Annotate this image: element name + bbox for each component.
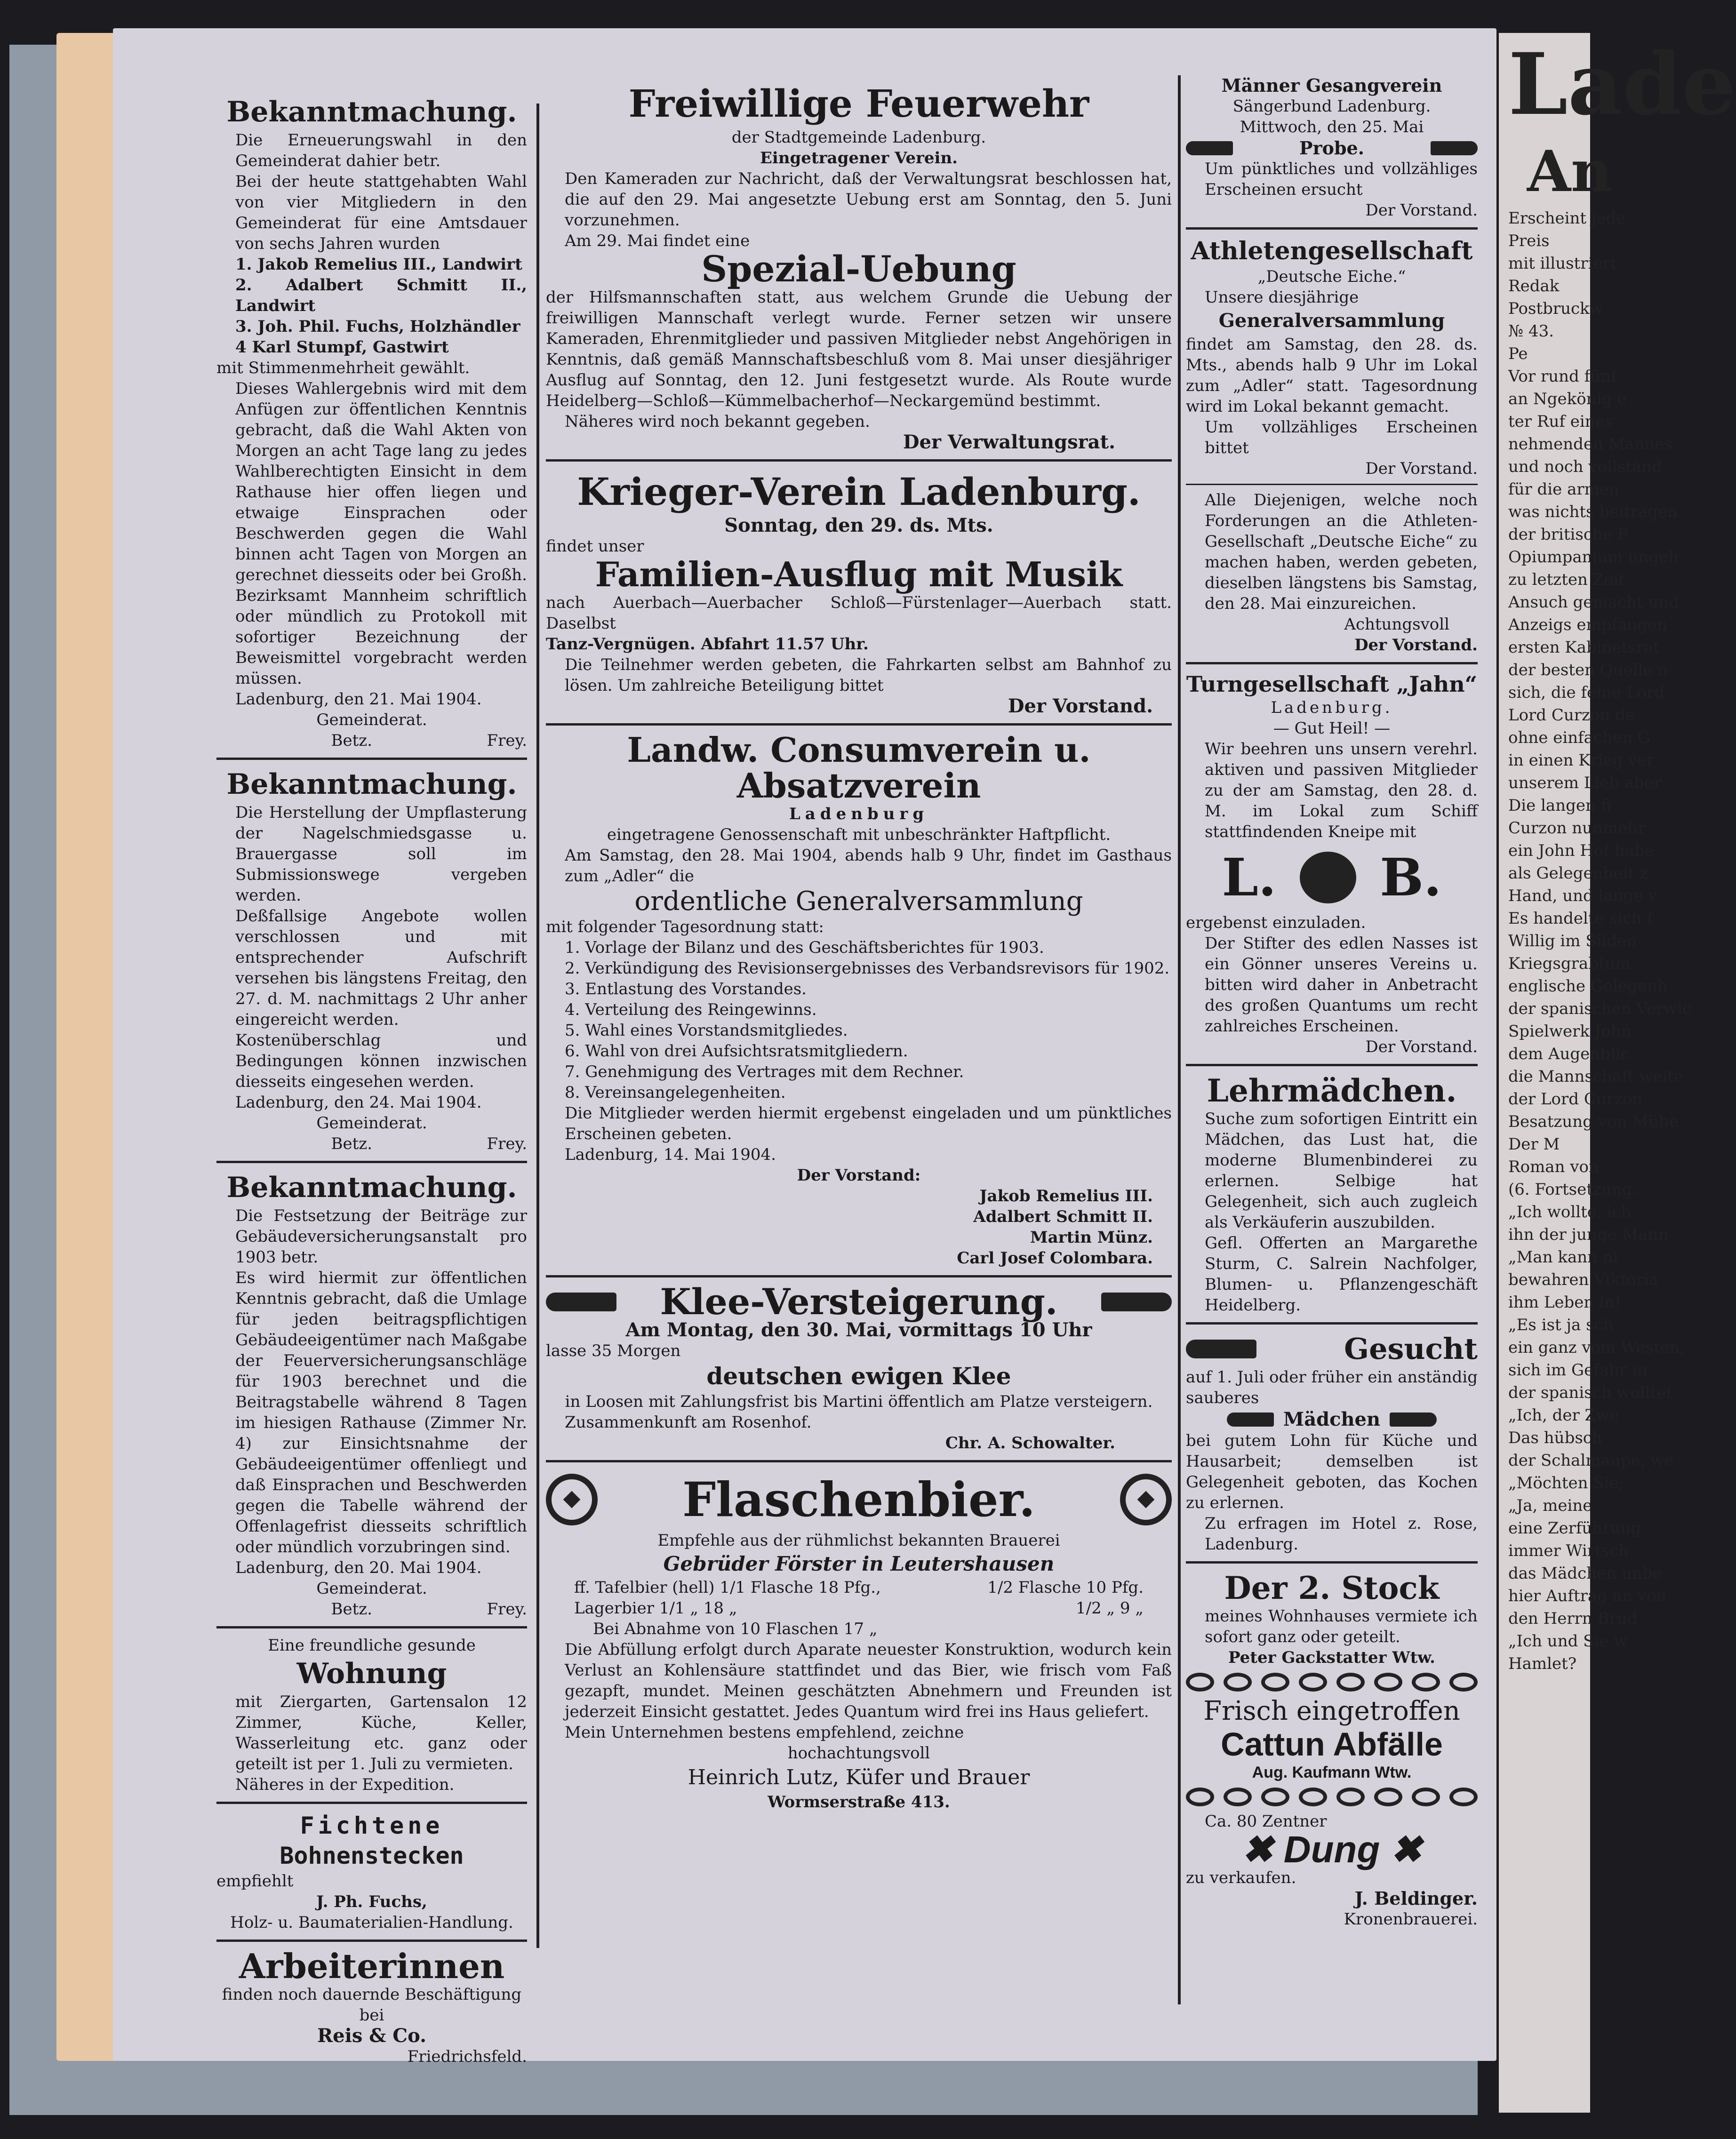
ad-cotton-remnants: Frisch eingetroffen Cattun Abfälle Aug. Kaufmann Wtw. bbox=[1186, 1696, 1478, 1783]
pointing-hand-icon bbox=[1431, 141, 1478, 155]
adjacent-page-line: ihm Leben in! bbox=[1508, 1293, 1621, 1312]
pointing-hand-icon bbox=[1390, 1413, 1437, 1427]
adjacent-page-line: Hand, und lange v bbox=[1508, 886, 1657, 905]
adjacent-page-line: sich im Gefahr in bbox=[1508, 1361, 1648, 1380]
adjacent-page-line: der britische P bbox=[1508, 525, 1628, 544]
adjacent-page-line: der besten Quelle n bbox=[1508, 661, 1668, 679]
adjacent-page-line: Anzeigs empfangen bbox=[1508, 615, 1668, 634]
ad-title: Cattun Abfälle bbox=[1221, 1726, 1443, 1763]
ad-title: Freiwillige Feuerwehr bbox=[628, 81, 1089, 126]
ad-title: Landw. Consumverein u. Absatzverein bbox=[627, 730, 1091, 806]
adjacent-page-line: die Mannschaft weite bbox=[1508, 1067, 1684, 1086]
notice-title: Bekanntmachung. bbox=[226, 768, 517, 801]
divider bbox=[1186, 1561, 1478, 1564]
column-2 bbox=[546, 80, 1172, 1812]
ad-title: Flaschenbier. bbox=[682, 1472, 1035, 1527]
notice-election: Bekanntmachung. Die Erneuerungswahl in den Gemeinderat dahier betr. Bei der heute stattgehabten Wahl von vier Mitgliedern in den Gemeinderat für eine Amtsdauer von sechs Jahren wurden 1. Jakob Remelius III., Landwirt 2. Adalbert Schmitt II., Landwirt 3. Joh. Phil. Fuchs, Holzhändler 4 Karl Stumpf, Gastwirt mit Stimmenmehrheit gewählt. Dieses Wahlergebnis wird mit dem Anfügen zur öffentlichen Kenntnis gebracht, daß die Wahl Akten von Morgen an acht Tage lang zu jedes Wahlberechtigten Einsicht in dem Rathause hier offen liegen und etwaige Einsprachen oder Beschwerden gegen die Wahl binnen acht Tagen von Morgen an gerechnet diesseits oder bei Großh. Bezirksamt Mannheim schriftlich oder mündlich zu Protokoll mit sofortiger Bezeichnung der Beweismittel vorgebracht werden müssen. Ladenburg, den 21. Mai 1904. Gemeinderat. Betz. Frey. bbox=[216, 94, 527, 751]
adjacent-page-line: Erscheint jede bbox=[1508, 209, 1626, 228]
adjacent-page-line: an Ngekönig e bbox=[1508, 390, 1627, 408]
adjacent-page-line: ein John Hof habe bbox=[1508, 841, 1654, 860]
divider bbox=[546, 1275, 1172, 1277]
beer-barrel-emblem: L. B. bbox=[1222, 847, 1442, 908]
ad-title: Männer Gesangverein bbox=[1221, 75, 1442, 96]
adjacent-page-line: Das hübsch bbox=[1508, 1429, 1602, 1447]
adjacent-page-line: „Möchten Sie, bbox=[1508, 1474, 1624, 1493]
divider bbox=[546, 723, 1172, 726]
ad-fire-brigade: Freiwillige Feuerwehr der Stadtgemeinde Ladenburg. Eingetragener Verein. Den Kameraden zur Nachricht, daß der Verwaltungsrat beschlossen hat, die auf den 29. Mai angesetzte Uebung erst am Sonntag, den 5. Juni vorzunehmen. Am 29. Mai findet eine Spezial-Uebung der Hilfsmannschaften statt, aus welchem Grunde die Uebung der freiwilligen Mannschaft verlegt wurde. Ferner setzen wir unsere Kameraden, Ehrenmitglieder und passiven Mitglieder nebst Angehörigen in Kenntnis, daß gemäß Mannschaftsbeschluß vom 8. Mai unser diesjähriger Ausflug auf Sonntag, den 12. Juni festgesetzt wurde. Als Route wurde Heidelberg—Schloß—Kümmelbacherhof—Neckargemünd bestimmt. Näheres wird noch bekannt gegeben. Der Verwaltungsrat. bbox=[546, 80, 1172, 453]
ad-title: Athletengesellschaft bbox=[1191, 237, 1473, 265]
ad-veterans: Krieger-Verein Ladenburg. Sonntag, den 29. ds. Mts. findet unser Familien-Ausflug mit Musik nach Auerbach—Auerbacher Schloß—Fürstenlager—Auerbach statt. Daselbst Tanz-Vergnügen. Abfahrt 11.57 Uhr. Die Teilnehmer werden gebeten, die Fahrkarten selbst am Bahnhof zu lösen. Um zahlreiche Beteiligung bittet Der Vorstand. bbox=[546, 468, 1172, 717]
adjacent-page-line: № 43. bbox=[1508, 322, 1554, 341]
adjacent-page-line: „Ich wollte, ich bbox=[1508, 1203, 1632, 1221]
adjacent-page-line: Opiumpanium ungeh bbox=[1508, 548, 1679, 567]
adjacent-page-line: hier Auftrag an von bbox=[1508, 1587, 1667, 1605]
adjacent-page-line: Besatzung von Mühe bbox=[1508, 1112, 1679, 1131]
adjacent-page-line: englische Gelegenh bbox=[1508, 977, 1668, 996]
adjacent-page-line: „Ich, der Zwe bbox=[1508, 1406, 1619, 1425]
adjacent-page-line: Willig im Süden bbox=[1508, 932, 1637, 950]
ad-title: Der 2. Stock bbox=[1224, 1570, 1440, 1606]
adjacent-page-line: was nichts beitragen bbox=[1508, 503, 1678, 521]
divider bbox=[216, 1802, 527, 1804]
adjacent-page-line: in einen Krieg ver bbox=[1508, 751, 1655, 770]
adjacent-page-line: unserem Lieb aber bbox=[1508, 774, 1662, 792]
adjacent-page-line: nehmenden Mannes bbox=[1508, 435, 1673, 454]
adjacent-page-line: Der M bbox=[1508, 1135, 1560, 1154]
adjacent-page-line: Ansuch gemacht und bbox=[1508, 593, 1679, 612]
ad-bottled-beer: Flaschenbier. Empfehle aus der rühmlichst bekannten Brauerei Gebrüder Förster in Leutershausen ff. Tafelbier (hell) 1/1 Flasche 18 Pfg., 1/2 Flasche 10 Pfg. Lagerbier 1/1 „ 18 „ 1/2 „ 9 „ Bei Abnahme von 10 Flaschen 17 „ Die Abfüllung erfolgt durch Aparate neuester Konstruktion, wodurch kein Verlust an Kohlensäure stattfindet und das Bier, wie frisch vom Faß gezapft, mundet. Meinen geschätzten Abnehmern und Freunden ist jederzeit Einsicht gestattet. Jedes Quantum wird frei ins Haus geliefert. Mein Unternehmen bestens empfehlend, zeichne hochachtungsvoll Heinrich Lutz, Küfer und Brauer Wormserstraße 413. bbox=[546, 1469, 1172, 1812]
ad-bean-poles: Fichtene Bohnenstecken empfiehlt J. Ph. Fuchs, Holz- u. Baumaterialien-Handlung. bbox=[216, 1812, 513, 1932]
adjacent-page: Lade An Erscheint jede Preis mit illustriert Redak Postbruckw № 43. Pe Vor rund fünf an Ngekönig e ter Ruf eines nehmenden Mannes und noch vollständ für die armen was nichts beitragen der britische P Opiumpanium ungeh zu letzten Zeit Ansuch gemacht und Anzeigs empfangen ersten Kabinetsrat der besten Quelle n sich, die feine Lord Lord Curzon de ohne einfachen G in einen Krieg ver unserem Lieb aber Die langen fi Curzon nunmehr ein John Hof habe als Gelegenheit z Hand, und lange v Es handelte sich f Willig im Süden Kriegsgrabtum englische Gelegenh der spanischen Verwic Spielwerk John dem Augenblic die Mannschaft weite der Lord Curzon Besatzung von Mühe Der M Roman von (6. Fortsetzung. „Ich wollte, ich ihn der junge Mann „Man kann ni bewahren Viktoria ihm Leben in! „Es ist ja sch ein ganz vom Westen, sich im Gefahr in der spanisch wolltet „Ich, der Zwe Das hübsch der Schalmaupe, we „Möchten Sie, „Ja, meine eine Zerführung immer Wirtsch das Mädchen unbe hier Auftrag an von den Herrn Brud „Ich und Sie w Hamlet? bbox=[1499, 33, 1590, 2113]
adjacent-page-line: für die armen bbox=[1508, 480, 1619, 499]
notice-title: Bekanntmachung. bbox=[226, 1171, 517, 1204]
adjacent-page-line: Preis bbox=[1508, 231, 1550, 250]
adjacent-page-line: der spanisch wolltet bbox=[1508, 1383, 1673, 1402]
ad-cooperative: Landw. Consumverein u. Absatzverein Ladenburg eingetragene Genossenschaft mit unbeschränkter Haftpflicht. Am Samstag, den 28. Mai 1904, abends halb 9 Uhr, findet im Gasthaus zum „Adler“ die ordentliche Generalversammlung mit folgender Tagesordnung statt: 1. Vorlage der Bilanz und des Geschäftsberichtes für 1903. 2. Verkündigung des Revisionsergebnisses des Verbandsrevisors für 1902. 3. Entlastung des Vorstandes. 4. Verteilung des Reingewinns. 5. Wahl eines Vorstandsmitgliedes. 6. Wahl von drei Aufsichtsratsmitgliedern. 7. Genehmigung des Vertrages mit dem Rechner. 8. Vereinsangelegenheiten. Die Mitglieder werden hiermit ergebenst eingeladen und um pünktliches Erscheinen gebeten. Ladenburg, 14. Mai 1904. Der Vorstand: Jakob Remelius III. Adalbert Schmitt II. Martin Münz. Carl Josef Colombara. bbox=[546, 730, 1172, 1268]
ad-manure: Ca. 80 Zentner ✖ Dung ✖ zu verkaufen. J. Beldinger. Kronenbrauerei. bbox=[1186, 1812, 1478, 1929]
adjacent-page-line: mit illustriert bbox=[1508, 254, 1617, 273]
adjacent-page-line: „Es ist ja sch bbox=[1508, 1316, 1614, 1334]
divider bbox=[216, 1626, 527, 1628]
ad-workers: Arbeiterinnen finden noch dauernde Beschäftigung bei Reis & Co. Friedrichsfeld. bbox=[216, 1948, 527, 2067]
adjacent-page-line: „Ja, meine bbox=[1508, 1496, 1592, 1515]
column-rule-2 bbox=[1178, 75, 1181, 2004]
notice-paving: Bekanntmachung. Die Herstellung der Umpflasterung der Nagelschmiedsgasse u. Brauergasse soll im Submissionswege vergeben werden. Deßfallsige Angebote wollen verschlossen und mit entsprechender Aufschrift versehen bis längstens Freitag, den 27. d. M. nachmittags 2 Uhr anher eingereicht werden. Kostenüberschlag und Bedingungen können inzwischen diesseits eingesehen werden. Ladenburg, den 24. Mai 1904. Gemeinderat. Betz. Frey. bbox=[216, 766, 527, 1154]
adjacent-page-line: den Herrn Brud bbox=[1508, 1609, 1638, 1628]
divider bbox=[1186, 1322, 1478, 1325]
ad-wanted: Gesucht auf 1. Juli oder früher ein anständig sauberes Mädchen bei gutem Lohn für Küche und Hausarbeit; demselben ist Gelegenheit geboten, das Kochen zu erlernen. Zu erfragen im Hotel z. Rose, Ladenburg. bbox=[1186, 1332, 1478, 1554]
divider bbox=[546, 1460, 1172, 1462]
adjacent-page-line: (6. Fortsetzung. bbox=[1508, 1180, 1638, 1199]
adjacent-page-line: der spanischen Verwic bbox=[1508, 999, 1692, 1018]
adjacent-page-line: Roman von bbox=[1508, 1157, 1599, 1176]
ad-mens-choir: Männer Gesangverein Sängerbund Ladenburg. Mittwoch, den 25. Mai Probe. Um pünktliches und vollzähliges Erscheinen ersucht Der Vorstand. bbox=[1186, 75, 1478, 221]
pointing-hand-icon bbox=[1101, 1293, 1172, 1311]
divider bbox=[216, 1939, 527, 1942]
pointing-hand-icon bbox=[1186, 141, 1233, 155]
adjacent-page-line: Vor rund fünf bbox=[1508, 367, 1617, 386]
ad-apprentice: Lehrmädchen. Suche zum sofortigen Eintritt ein Mädchen, das Lust hat, die moderne Blumenbinderei zu erlernen. Selbige hat Gelegenheit, sich auch zugleich als Verkäuferin auszubilden. Gefl. Offerten an Margarethe Sturm, C. Salrein Nachfolger, Blumen- u. Pflanzengeschäft Heidelberg. bbox=[1186, 1073, 1478, 1316]
ad-second-floor: Der 2. Stock meines Wohnhauses vermiete ich sofort ganz oder geteilt. Peter Gackstatter Wtw. bbox=[1186, 1570, 1478, 1668]
column-3 bbox=[1186, 75, 1478, 1930]
adjacent-page-line: Spielwerk John bbox=[1508, 1022, 1632, 1041]
ad-title: Turngesellschaft „Jahn“ bbox=[1186, 671, 1478, 697]
divider bbox=[216, 1161, 527, 1163]
adjacent-page-line: der Schalmaupe, we bbox=[1508, 1451, 1674, 1470]
adjacent-page-line: als Gelegenheit z bbox=[1508, 864, 1648, 883]
adjacent-page-line: ihn der junge Mann bbox=[1508, 1225, 1669, 1244]
ad-title: Klee-Versteigerung. bbox=[660, 1281, 1058, 1323]
column-rule-1 bbox=[536, 104, 539, 1948]
ad-title: Krieger-Verein Ladenburg. bbox=[577, 470, 1141, 514]
adjacent-page-line: eine Zerführung bbox=[1508, 1519, 1641, 1538]
adjacent-page-line: zu letzten Zeit bbox=[1508, 570, 1625, 589]
adjacent-page-line: sich, die feine Lord bbox=[1508, 683, 1664, 702]
adjacent-page-line: dem Augenblic bbox=[1508, 1045, 1630, 1063]
adjacent-page-line: das Mädchen unbe bbox=[1508, 1564, 1662, 1583]
adjacent-page-line: der Lord Curzon bbox=[1508, 1090, 1643, 1109]
ad-apartment: Eine freundliche gesunde Wohnung mit Ziergarten, Gartensalon 12 Zimmer, Küche, Keller, Wasserleitung etc. ganz oder geteilt ist per 1. Juli zu vermieten. Näheres in der Expedition. bbox=[216, 1635, 527, 1795]
pointing-hand-icon bbox=[1227, 1413, 1274, 1427]
adjacent-page-line: immer Wirtsch bbox=[1508, 1541, 1629, 1560]
divider bbox=[1186, 662, 1478, 664]
divider bbox=[1186, 484, 1478, 485]
barrel-icon bbox=[1300, 852, 1356, 903]
adjacent-page-line: Die langen fi bbox=[1508, 796, 1612, 815]
adjacent-page-line: ter Ruf eines bbox=[1508, 412, 1613, 431]
adjacent-page-line: Postbruckw bbox=[1508, 299, 1603, 318]
adjacent-page-line: ohne einfachen G bbox=[1508, 728, 1650, 747]
ornament-border bbox=[1186, 1788, 1478, 1806]
adjacent-page-line: „Man kann ni bbox=[1508, 1248, 1618, 1267]
divider bbox=[216, 758, 527, 760]
rosette-ornament-icon bbox=[546, 1474, 598, 1525]
adjacent-page-line: Pe bbox=[1508, 344, 1528, 363]
ad-clover-auction: Klee-Versteigerung. Am Montag, den 30. Mai, vormittags 10 Uhr lasse 35 Morgen deutschen ewigen Klee in Loosen mit Zahlungsfrist bis Martini öffentlich am Platze versteigern. Zusammenkunft am Rosenhof. Chr. A. Schowalter. bbox=[546, 1284, 1172, 1453]
adjacent-page-line: Lord Curzon de bbox=[1508, 706, 1635, 725]
notice-insurance: Bekanntmachung. Die Festsetzung der Beiträge zur Gebäudeversicherungsanstalt pro 1903 betr. Es wird hiermit zur öffentlichen Kenntnis gebracht, daß die Umlage für jeden beitragspflichtigen Gebäudeeigentümer nach Maßgabe der Feuerversicherungsanschläge für 1903 berechnet und die Beitragstabelle während 8 Tagen im hiesigen Rathause (Zimmer Nr. 4) zur Einsichtsnahme der Gebäudeeigentümer offenliegt und daß Einsprachen und Beschwerden gegen die Tabelle während der Offenlagefrist diesseits schriftlich oder mündlich vorzubringen sind. Ladenburg, den 20. Mai 1904. Gemeinderat. Betz. Frey. bbox=[216, 1170, 527, 1620]
ad-gymnastics: Turngesellschaft „Jahn“ Ladenburg. — Gut Heil! — Wir beehren uns unsern verehrl. aktiven und passiven Mitglieder zu der am Samstag, den 28. d. M. im Lokal zum Schiff stattfindenden Kneipe mit L. B. ergebenst einzuladen. Der Stifter des edlen Nasses ist ein Gönner unseres Vereins u. bitten wird daher in Anbetracht des großen Quantums um recht zahlreiches Erscheinen. Der Vorstand. bbox=[1186, 671, 1478, 1056]
divider bbox=[546, 459, 1172, 462]
adjacent-page-line: ein ganz vom Westen, bbox=[1508, 1338, 1685, 1357]
adjacent-page-line: Hamlet? bbox=[1508, 1654, 1577, 1673]
adjacent-page-line: Kriegsgrabtum bbox=[1508, 954, 1631, 973]
ad-athletes: Athletengesellschaft „Deutsche Eiche.“ Unsere diesjährige Generalversammlung findet am Samstag, den 28. ds. Mts., abends halb 9 Uhr im Lokal zum „Adler“ statt. Tagesordnung wird im Lokal bekannt gemacht. Um vollzähliges Erscheinen bittet Der Vorstand. Alle Diejenigen, welche noch Forderungen an die Athleten-Gesellschaft „Deutsche Eiche“ zu machen haben, werden gebeten, dieselben längstens bis Samstag, den 28. Mai einzureichen. Achtungsvoll Der Vorstand. bbox=[1186, 237, 1478, 654]
pointing-hand-icon bbox=[546, 1293, 616, 1311]
adjacent-page-line: Redak bbox=[1508, 277, 1560, 295]
notice-title: Bekanntmachung. bbox=[226, 96, 517, 128]
adjacent-page-line: und noch vollständ bbox=[1508, 457, 1662, 476]
adjacent-page-line: Es handelte sich f bbox=[1508, 909, 1653, 928]
divider bbox=[1186, 227, 1478, 230]
ad-title: ✖ Dung ✖ bbox=[1241, 1828, 1422, 1870]
ad-title: Gesucht bbox=[1344, 1332, 1478, 1366]
divider bbox=[1186, 1064, 1478, 1066]
ad-title: Lehrmädchen. bbox=[1207, 1072, 1457, 1109]
adjacent-page-line: ersten Kabinetsrat bbox=[1508, 638, 1660, 657]
ad-title: Wohnung bbox=[296, 1657, 447, 1690]
adjacent-page-line: „Ich und Sie w bbox=[1508, 1632, 1628, 1651]
ornament-border bbox=[1186, 1673, 1478, 1692]
ad-title: Arbeiterinnen bbox=[239, 1946, 505, 1986]
pointing-hand-icon bbox=[1186, 1340, 1256, 1358]
column-1 bbox=[216, 94, 527, 2067]
adjacent-page-line: bewahren Viktoria bbox=[1508, 1270, 1659, 1289]
rosette-ornament-icon bbox=[1120, 1474, 1172, 1525]
adjacent-page-line: Curzon nunmehr bbox=[1508, 819, 1646, 838]
